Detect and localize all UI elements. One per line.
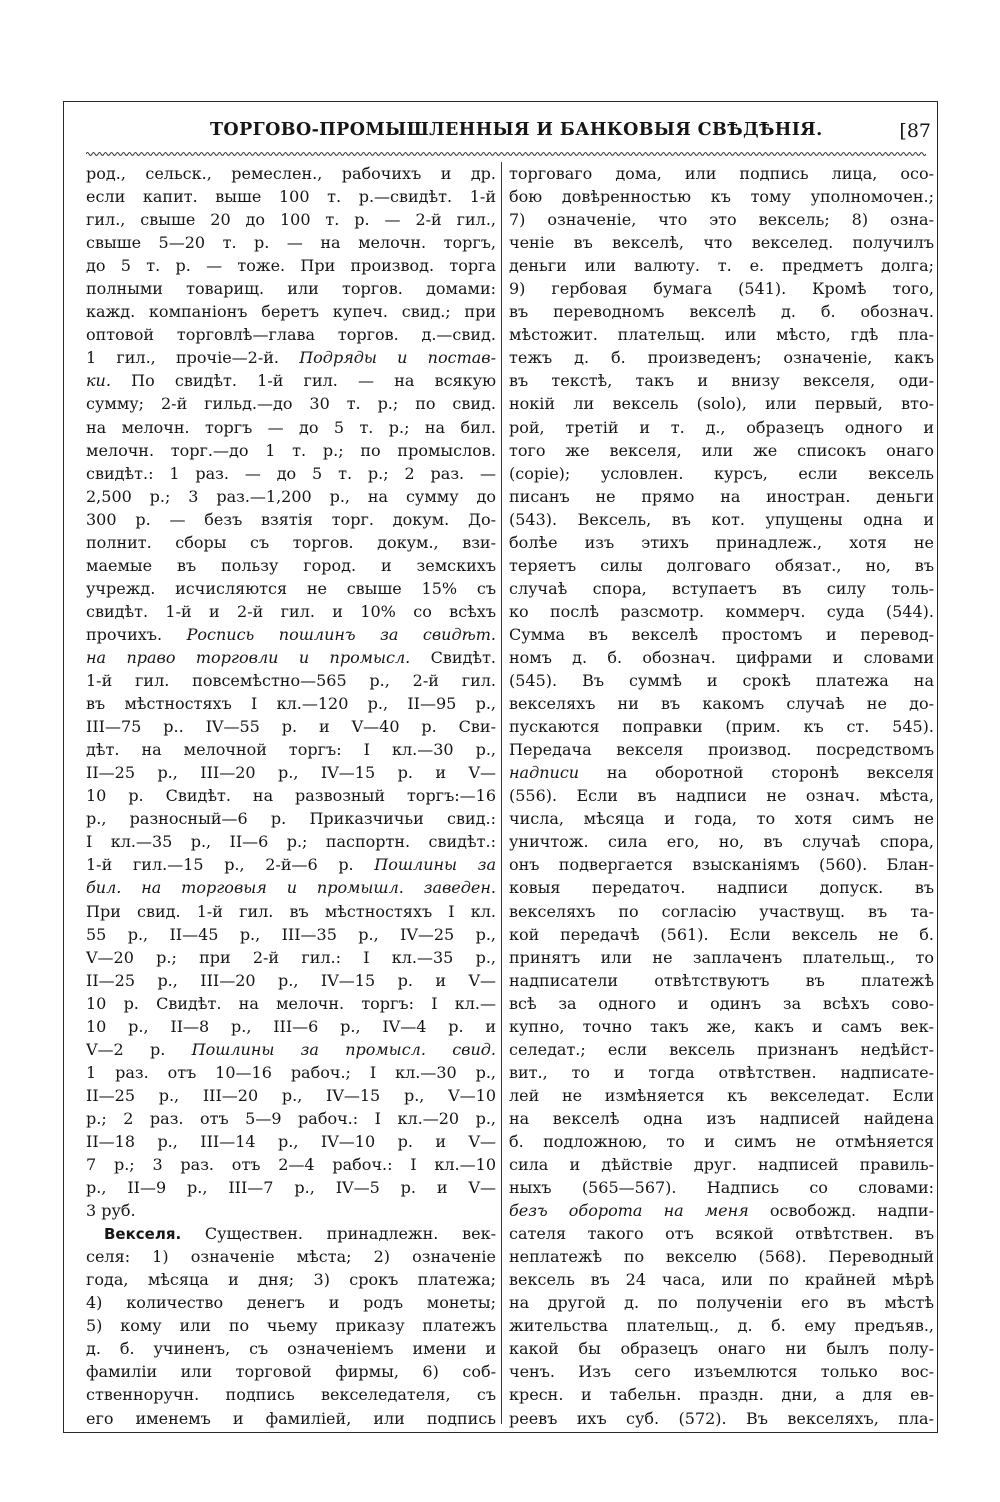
right-column-line: надписи на оборотной сторонѣ векселя bbox=[509, 763, 934, 783]
right-column-line: реевъ ихъ суб. (572). Въ векселяхъ, пла- bbox=[509, 1408, 934, 1428]
left-column-line: II—18 р., III—14 р., IV—10 р. и V— bbox=[86, 1131, 496, 1151]
right-column-line: болѣе изъ этихъ принадлеж., хотя не bbox=[509, 532, 934, 552]
left-column-line: учрежд. исчисляются не свыше 15% съ bbox=[86, 578, 496, 598]
left-column-line: гил., свыше 20 до 100 т. р. — 2-й гил., bbox=[86, 210, 496, 230]
wavy-divider bbox=[86, 150, 926, 158]
left-column-line: род., сельск., ремеслен., рабочихъ и др. bbox=[86, 164, 496, 183]
right-column-line: въ текстѣ, такъ и внизу векселя, оди- bbox=[509, 371, 934, 391]
left-column-line: II—25 р., III—20 р., IV—15 р. и V— bbox=[86, 763, 496, 783]
left-column-line: на право торговли и промысл. Свидѣт. bbox=[86, 647, 496, 667]
left-column-line: 1-й гил.—15 р., 2-й—6 р. Пошлины за bbox=[86, 855, 496, 875]
right-column-line: принятъ или не заплаченъ плательщ., то bbox=[509, 947, 934, 967]
left-column-line: селя: 1) означеніе мѣста; 2) означеніе bbox=[86, 1247, 496, 1267]
left-column-line: дѣт. на мелочной торгъ: I кл.—30 р., bbox=[86, 740, 496, 760]
right-column-line: онъ подвергается взысканіямъ (560). Блан- bbox=[509, 855, 934, 875]
right-column-line: того же векселя, или же списокъ онаго bbox=[509, 440, 934, 460]
right-column-line: ковыя передаточ. надписи допуск. въ bbox=[509, 878, 934, 898]
right-column-line: сила и дѣйствіе друг. надписей правиль- bbox=[509, 1155, 934, 1175]
right-column-line: вит., то и тогда отвѣтствен. надписате- bbox=[509, 1062, 934, 1082]
left-column-line: 10 р. Свидѣт. на развозный торгъ:—16 bbox=[86, 786, 496, 806]
left-column-line: фамиліи или торговой фирмы, 6) соб- bbox=[86, 1362, 496, 1382]
left-column-line: При свид. 1-й гил. въ мѣстностяхъ I кл. bbox=[86, 901, 496, 921]
right-column-line: номъ д. б. обознач. цифрами и словами bbox=[509, 647, 934, 667]
right-column-line: купно, точно такъ же, какъ и самъ век- bbox=[509, 1016, 934, 1036]
section-heading-vekselya: Векселя. bbox=[104, 1225, 182, 1244]
left-column-line: Векселя. Существен. принадлежн. век- bbox=[104, 1224, 496, 1244]
left-column-line: полными товарищ. или торгов. домами: bbox=[86, 279, 496, 299]
right-column-line: торговаго дома, или подпись лица, осо- bbox=[509, 164, 934, 183]
right-column-line: числа, мѣсяца и года, то хотя симъ не bbox=[509, 809, 934, 829]
left-column-line: 1 раз. отъ 10—16 рабоч.; I кл.—30 р., bbox=[86, 1062, 496, 1082]
right-column-line: какой бы образецъ онаго ни былъ полу- bbox=[509, 1339, 934, 1359]
right-column-line: пускаются поправки (прим. къ ст. 545). bbox=[509, 717, 934, 737]
left-column-line: р., II—9 р., III—7 р., IV—5 р. и V— bbox=[86, 1178, 496, 1198]
column-rule bbox=[501, 162, 502, 1424]
left-column-line: 1-й гил. повсемѣстно—565 р., 2-й гил. bbox=[86, 671, 496, 691]
page-title: ТОРГОВО-ПРОМЫШЛЕННЫЯ И БАНКОВЫЯ СВѢДѢНІЯ. bbox=[210, 120, 823, 140]
right-column-line: жительства плательщ., д. б. ему предъяв., bbox=[509, 1316, 934, 1336]
right-column-line: случаѣ спора, вступаетъ въ силу толь- bbox=[509, 578, 934, 598]
right-column-line: рой, третій и т. д., образецъ одного и bbox=[509, 417, 934, 437]
right-column-line: ко послѣ разсмотр. коммерч. суда (544). bbox=[509, 601, 934, 621]
left-column-line: ки. По свидѣт. 1-й гил. — на всякую bbox=[86, 371, 496, 391]
left-column-line: мелочн. торг.—до 1 т. р.; по промыслов. bbox=[86, 440, 496, 460]
right-column-line: уничтож. сила его, но, въ случаѣ спора, bbox=[509, 832, 934, 852]
right-column-line: неплатежѣ по векселю (568). Переводный bbox=[509, 1247, 934, 1267]
right-column-line: деньги или валюту. т. е. предметъ долга; bbox=[509, 256, 934, 276]
right-column-line: (copie); условлен. курсъ, если вексель bbox=[509, 463, 934, 483]
left-column-line: 10 р. Свидѣт. на мелочн. торгъ: I кл.— bbox=[86, 993, 496, 1013]
left-column-line: года, мѣсяца и дня; 3) срокъ платежа; bbox=[86, 1270, 496, 1290]
left-column-line: 5) кому или по чьему приказу платежъ bbox=[86, 1316, 496, 1336]
left-column-line: оптовой торговлѣ—глава торгов. д.—свид. bbox=[86, 325, 496, 345]
right-column-line: ченъ. Изъ сего изъемлются только вос- bbox=[509, 1362, 934, 1382]
right-column-line: надписатели отвѣтствуютъ въ платежѣ bbox=[509, 970, 934, 990]
right-column-line: векселяхъ по согласію участвущ. въ та- bbox=[509, 901, 934, 921]
left-column-line: р.; 2 раз. отъ 5—9 рабоч.: I кл.—20 р., bbox=[86, 1108, 496, 1128]
right-column bbox=[509, 162, 934, 1430]
right-column-line: ченіе въ векселѣ, что векселед. получилъ bbox=[509, 233, 934, 253]
left-column-line: свидѣт.: 1 раз. — до 5 т. р.; 2 раз. — bbox=[86, 463, 496, 483]
right-column-line: сателя такого отъ всякой отвѣтствен. въ bbox=[509, 1224, 934, 1244]
right-column-line: б. подложною, то и симъ не отмѣняется bbox=[509, 1131, 934, 1151]
right-column-line: писанъ не прямо на иностран. деньги bbox=[509, 486, 934, 506]
left-column-line: 300 р. — безъ взятія торг. докум. До- bbox=[86, 509, 496, 529]
left-column-line: 1 гил., прочіе—2-й. Подряды и постав- bbox=[86, 348, 496, 368]
left-column-line: если капит. выше 100 т. р.—свидѣт. 1-й bbox=[86, 187, 496, 207]
left-column-line: кажд. компаніонъ беретъ купеч. свид.; при bbox=[86, 302, 496, 322]
left-column-line: II—25 р., III—20 р., IV—15 р. и V— bbox=[86, 970, 496, 990]
page-number: [87 bbox=[899, 120, 931, 142]
left-column-line: V—2 р. Пошлины за промысл. свид. bbox=[86, 1039, 496, 1059]
right-column-line: лей не измѣняется къ векселедат. Если bbox=[509, 1085, 934, 1105]
left-column-line: его именемъ и фамиліей, или подпись bbox=[86, 1408, 496, 1428]
left-column-line: I кл.—35 р., II—6 р.; паспортн. свидѣт.: bbox=[86, 832, 496, 852]
right-column-line: всѣ за одного и одинъ за всѣхъ сово- bbox=[509, 993, 934, 1013]
right-column-line: мѣстожит. плательщ. или мѣсто, гдѣ пла- bbox=[509, 325, 934, 345]
right-column-line: нокій ли вексель (solo), или первый, вто- bbox=[509, 394, 934, 414]
left-column-line: р., разносный—6 р. Приказчичьи свид.: bbox=[86, 809, 496, 829]
left-column-line: 55 р., II—45 р., III—35 р., IV—25 р., bbox=[86, 924, 496, 944]
left-column-line: свыше 5—20 т. р. — на мелочн. торгъ, bbox=[86, 233, 496, 253]
right-column-line: теряетъ силы долговаго обязат., но, въ bbox=[509, 555, 934, 575]
left-column-line: III—75 р.. IV—55 р. и V—40 р. Сви- bbox=[86, 717, 496, 737]
right-column-line: (543). Вексель, въ кот. упущены одна и bbox=[509, 509, 934, 529]
left-column-line: II—25 р., III—20 р., IV—15 р., V—10 bbox=[86, 1085, 496, 1105]
left-column-line: маемые въ пользу город. и земскихъ bbox=[86, 555, 496, 575]
left-column-line: д. б. учиненъ, съ означеніемъ имени и bbox=[86, 1339, 496, 1359]
left-column-line: 2,500 р.; 3 раз.—1,200 р., на сумму до bbox=[86, 486, 496, 506]
right-column-line: ныхъ (565—567). Надпись со словами: bbox=[509, 1178, 934, 1198]
right-column-line: 9) гербовая бумага (541). Кромѣ того, bbox=[509, 279, 934, 299]
left-column bbox=[86, 162, 496, 1430]
left-column-line: прочихъ. Роспись пошлинъ за свидѣт. bbox=[86, 624, 496, 644]
left-column-line: сумму; 2-й гильд.—до 30 т. р.; по свид. bbox=[86, 394, 496, 414]
left-column-line: до 5 т. р. — тоже. При производ. торга bbox=[86, 256, 496, 276]
right-column-line: векселяхъ ни въ какомъ случаѣ не до- bbox=[509, 694, 934, 714]
right-column-line: Сумма въ векселѣ простомъ и перевод- bbox=[509, 624, 934, 644]
left-column-line: V—20 р.; при 2-й гил.: I кл.—35 р., bbox=[86, 947, 496, 967]
right-column-line: 7) означеніе, что это вексель; 8) озна- bbox=[509, 210, 934, 230]
page-frame bbox=[63, 101, 938, 1433]
left-column-line: 10 р., II—8 р., III—6 р., IV—4 р. и bbox=[86, 1016, 496, 1036]
right-column-line: бою довѣренностью къ тому уполномочен.; bbox=[509, 187, 934, 207]
right-column-line: въ переводномъ векселѣ д. б. обознач. bbox=[509, 302, 934, 322]
left-column-line: въ мѣстностяхъ I кл.—120 р., II—95 р., bbox=[86, 694, 496, 714]
left-column-line: 3 руб. bbox=[86, 1201, 136, 1221]
right-column-line: селедат.; если вексель признанъ недѣйст- bbox=[509, 1039, 934, 1059]
right-column-line: на другой д. по полученіи его въ мѣстѣ bbox=[509, 1293, 934, 1313]
right-column-line: безъ оборота на меня освобожд. надпи- bbox=[509, 1201, 934, 1221]
right-column-line: Передача векселя производ. посредствомъ bbox=[509, 740, 934, 760]
right-column-line: кресн. и табельн. праздн. дни, а для ев- bbox=[509, 1385, 934, 1405]
right-column-line: (545). Въ суммѣ и срокѣ платежа на bbox=[509, 671, 934, 691]
right-column-line: тежъ д. б. произведенъ; означеніе, какъ bbox=[509, 348, 934, 368]
right-column-line: кой передачѣ (561). Если вексель не б. bbox=[509, 924, 934, 944]
left-column-line: 7 р.; 3 раз. отъ 2—4 рабоч.: I кл.—10 bbox=[86, 1155, 496, 1175]
left-column-line: бил. на торговыя и промышл. заведен. bbox=[86, 878, 496, 898]
right-column-line: на векселѣ одна изъ надписей найдена bbox=[509, 1108, 934, 1128]
running-header bbox=[64, 120, 937, 148]
left-column-line: полнит. сборы съ торгов. докум., взи- bbox=[86, 532, 496, 552]
right-column-line: вексель въ 24 часа, или по крайней мѣрѣ bbox=[509, 1270, 934, 1290]
left-column-line: свидѣт. 1-й и 2-й гил. и 10% со всѣхъ bbox=[86, 601, 496, 621]
right-column-line: (556). Если въ надписи не означ. мѣста, bbox=[509, 786, 934, 806]
left-column-line: 4) количество денегъ и родъ монеты; bbox=[86, 1293, 496, 1313]
left-column-line: на мелочн. торгъ — до 5 т. р.; на бил. bbox=[86, 417, 496, 437]
left-column-line: ственноручн. подпись векселедателя, съ bbox=[86, 1385, 496, 1405]
